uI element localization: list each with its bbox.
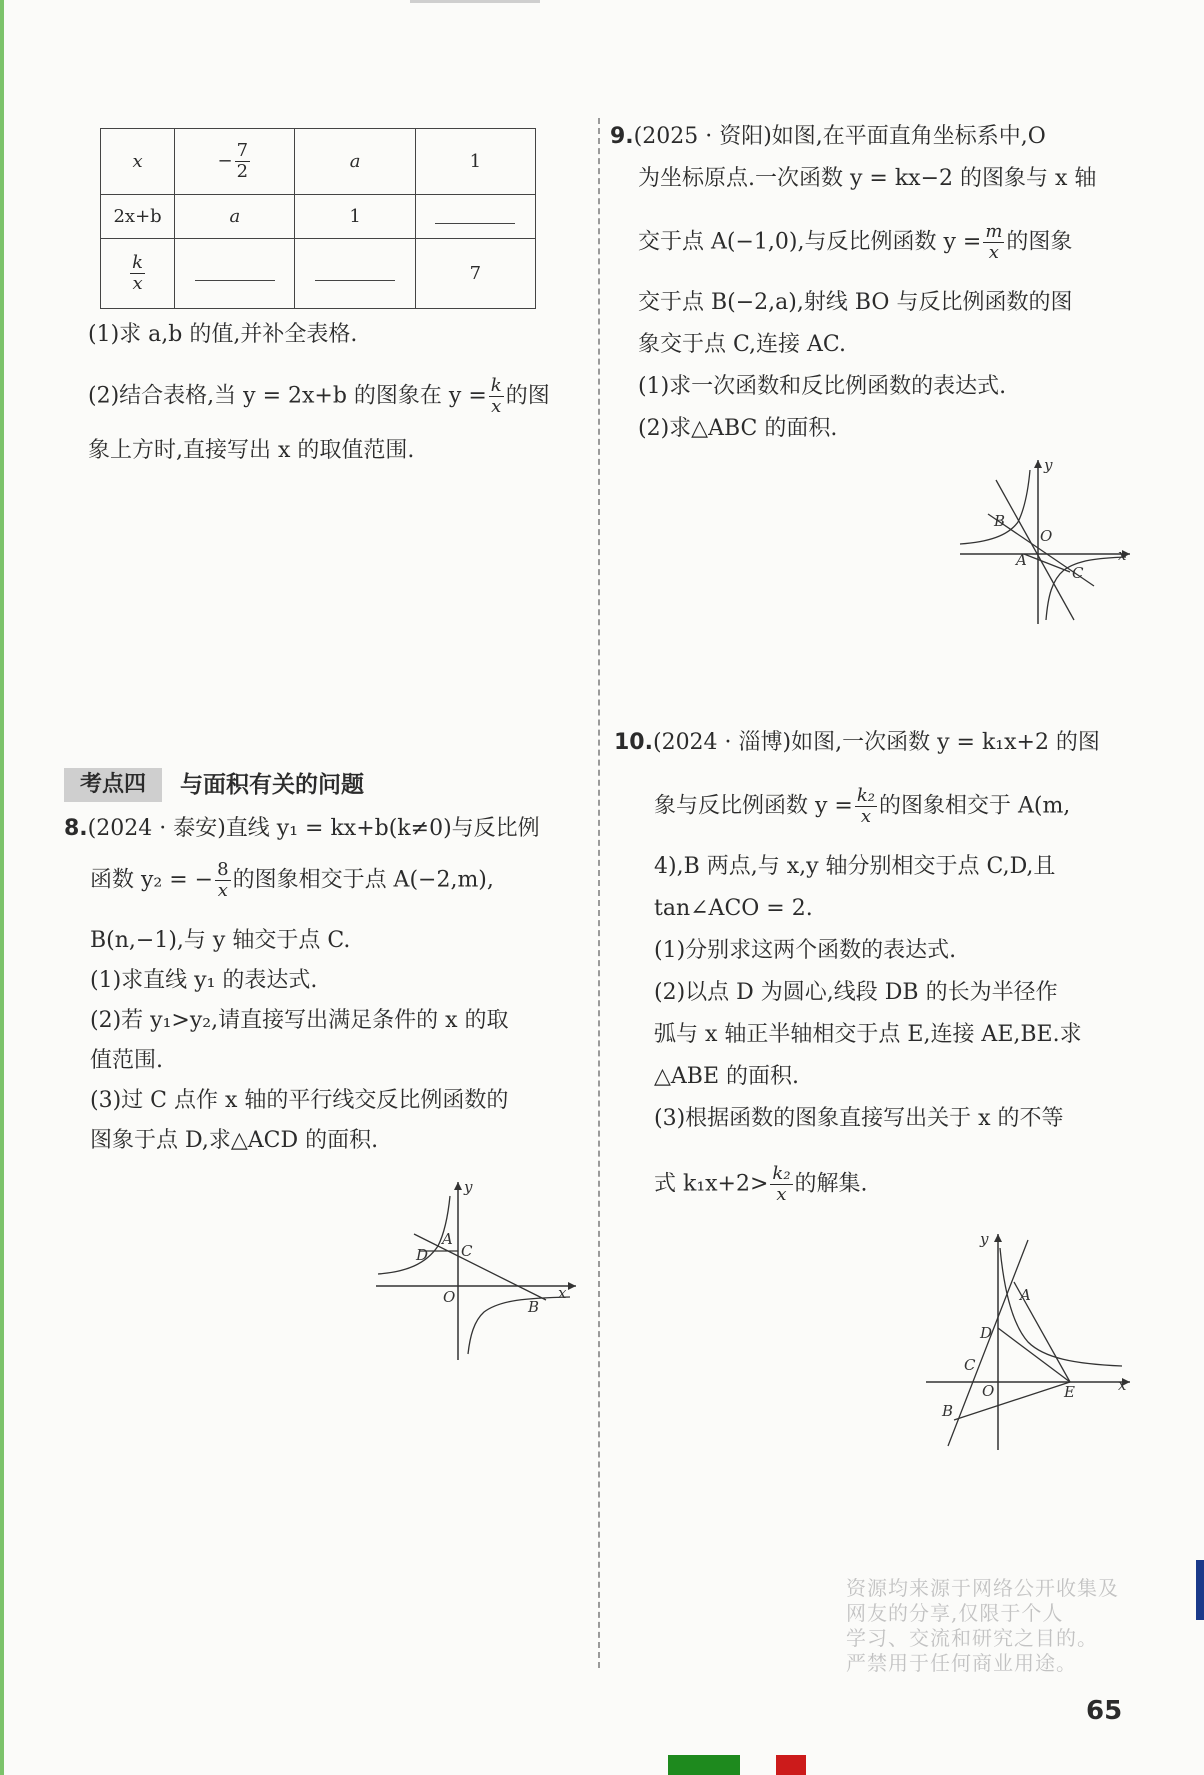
label-d: D (416, 1246, 429, 1264)
label-y: y (1044, 456, 1053, 474)
q10-part-2-cont: 弧与 x 轴正半轴相交于点 E,连接 AE,BE.求 (654, 1022, 1082, 1047)
line-y1 (948, 1240, 1028, 1446)
page-edge-green (0, 0, 4, 1775)
q8-part-3-cont: 图象于点 D,求△ACD 的面积. (90, 1128, 379, 1153)
label-b: B (942, 1402, 954, 1420)
hyperbola-branch-right (468, 1297, 570, 1354)
label-x: x (558, 1284, 567, 1302)
label-o: O (982, 1382, 995, 1400)
table-blank-cell[interactable] (415, 195, 535, 239)
q10-figure (924, 1230, 1134, 1452)
watermark-line: 学习、交流和研究之目的。 (846, 1626, 1098, 1650)
table-cell: − $\frac{7}{2}$ (175, 129, 295, 195)
q8-part-1: (1)求直线 y₁ 的表达式. (90, 968, 318, 993)
hyperbola-branch-left (960, 470, 1030, 544)
q8-part-2: (2)若 y₁>y₂,请直接写出满足条件的 x 的取 (90, 1008, 509, 1033)
y-arrow-icon (1034, 460, 1042, 468)
table-cell: a (175, 195, 295, 239)
x-arrow-icon (568, 1282, 576, 1290)
label-c: C (964, 1356, 976, 1374)
table-cell: a (295, 129, 415, 195)
label-y: y (464, 1178, 473, 1196)
watermark (846, 1576, 1204, 1676)
q8-figure (376, 1176, 586, 1360)
hyperbola-branch-left (378, 1196, 450, 1274)
top-mark (410, 0, 540, 3)
q9-line-1: 9.(2025 · 资阳)如图,在平面直角坐标系中,O (610, 124, 1046, 149)
segment-ac (1024, 554, 1070, 572)
arc-de (998, 1328, 1070, 1382)
label-e: E (1064, 1383, 1075, 1401)
q10-part-2-cont2: △ABE 的面积. (654, 1064, 800, 1089)
segment-be (954, 1382, 1070, 1420)
q7-part-2-cont: 象上方时,直接写出 x 的取值范围. (88, 438, 415, 463)
table-cell: 2x+b (101, 195, 175, 239)
q10-part-3: (3)根据函数的图象直接写出关于 x 的不等 (654, 1106, 1064, 1131)
label-o: O (443, 1288, 456, 1306)
table-cell: 7 (415, 239, 535, 309)
q8-part-3: (3)过 C 点作 x 轴的平行线交反比例函数的 (90, 1088, 509, 1113)
q10-line-3: 4),B 两点,与 x,y 轴分别相交于点 C,D,且 (654, 854, 1056, 879)
q10-part-1: (1)分别求这两个函数的表达式. (654, 938, 957, 963)
value-table (100, 128, 536, 309)
q8-line-1: 8.(2024 · 泰安)直线 y₁ = kx+b(k≠0)与反比例 (64, 816, 540, 841)
label-x: x (1118, 1376, 1127, 1394)
q8-part-2-cont: 值范围. (90, 1048, 163, 1073)
label-a: A (1016, 551, 1027, 569)
q10-line-4: tan∠ACO = 2. (654, 896, 813, 921)
label-b: B (994, 512, 1006, 530)
table-blank-cell[interactable] (175, 239, 295, 309)
table-cell: 1 (415, 129, 535, 195)
q10-line-1: 10.(2024 · 淄博)如图,一次函数 y = k₁x+2 的图 (614, 730, 1100, 755)
watermark-line: 网友的分享,仅限于个人 (846, 1601, 1064, 1625)
footer-bar-red (776, 1755, 806, 1775)
page-number: 65 (1086, 1696, 1123, 1726)
q10-line-2: 象与反比例函数 y = $\frac{\text{k₂}}{x}$ 的图象相交于 A(m, (654, 785, 1071, 827)
table-cell: $\frac{k}{x}$ (101, 239, 175, 309)
label-c: C (1072, 564, 1084, 582)
column-divider (598, 118, 600, 1668)
section-title: 与面积有关的问题 (180, 772, 364, 798)
q9-line-5: 象交于点 C,连接 AC. (638, 332, 846, 357)
line-ab (996, 480, 1074, 620)
q10-part-2: (2)以点 D 为圆心,线段 DB 的长为半径作 (654, 980, 1058, 1005)
q8-line-2: 函数 y₂ = − $\frac{8}{x}$ 的图象相交于点 A(−2,m), (90, 859, 494, 901)
footer-bar-green (668, 1755, 740, 1775)
table-cell: 1 (295, 195, 415, 239)
line-y1 (414, 1234, 546, 1300)
q7-part-2: (2)结合表格,当 y = 2x+b 的图象在 y = $\frac{k}{x}$ 的图 (88, 375, 550, 417)
q9-part-2: (2)求△ABC 的面积. (638, 416, 838, 441)
q9-line-2: 为坐标原点.一次函数 y = kx−2 的图象与 x 轴 (638, 166, 1097, 191)
label-x: x (1118, 546, 1127, 564)
y-arrow-icon (994, 1234, 1002, 1242)
q9-part-1: (1)求一次函数和反比例函数的表达式. (638, 374, 1007, 399)
label-d: D (980, 1324, 993, 1342)
label-c: C (461, 1242, 473, 1260)
watermark-line: 严禁用于任何商业用途。 (846, 1651, 1077, 1675)
table-blank-cell[interactable] (295, 239, 415, 309)
watermark-line: 资源均来源于网络公开收集及 (846, 1576, 1119, 1600)
q10-part-3-cont: 式 k₁x+2> $\frac{\text{k₂}}{x}$ 的解集. (654, 1163, 868, 1205)
label-o: O (1040, 527, 1053, 545)
label-a: A (442, 1230, 453, 1248)
q8-line-3: B(n,−1),与 y 轴交于点 C. (90, 928, 351, 953)
q7-part-1: (1)求 a,b 的值,并补全表格. (88, 322, 358, 347)
hyperbola-branch-right (1046, 557, 1126, 620)
label-y: y (980, 1230, 989, 1248)
q9-line-4: 交于点 B(−2,a),射线 BO 与反比例函数的图 (638, 290, 1073, 315)
y-arrow-icon (454, 1182, 462, 1190)
table-cell: x (101, 129, 175, 195)
section-tag: 考点四 (64, 768, 162, 802)
label-b: B (528, 1298, 540, 1316)
q9-figure (958, 456, 1134, 626)
q9-line-3: 交于点 A(−1,0),与反比例函数 y = $\frac{m}{x}$ 的图象 (638, 221, 1073, 263)
label-a: A (1020, 1286, 1031, 1304)
